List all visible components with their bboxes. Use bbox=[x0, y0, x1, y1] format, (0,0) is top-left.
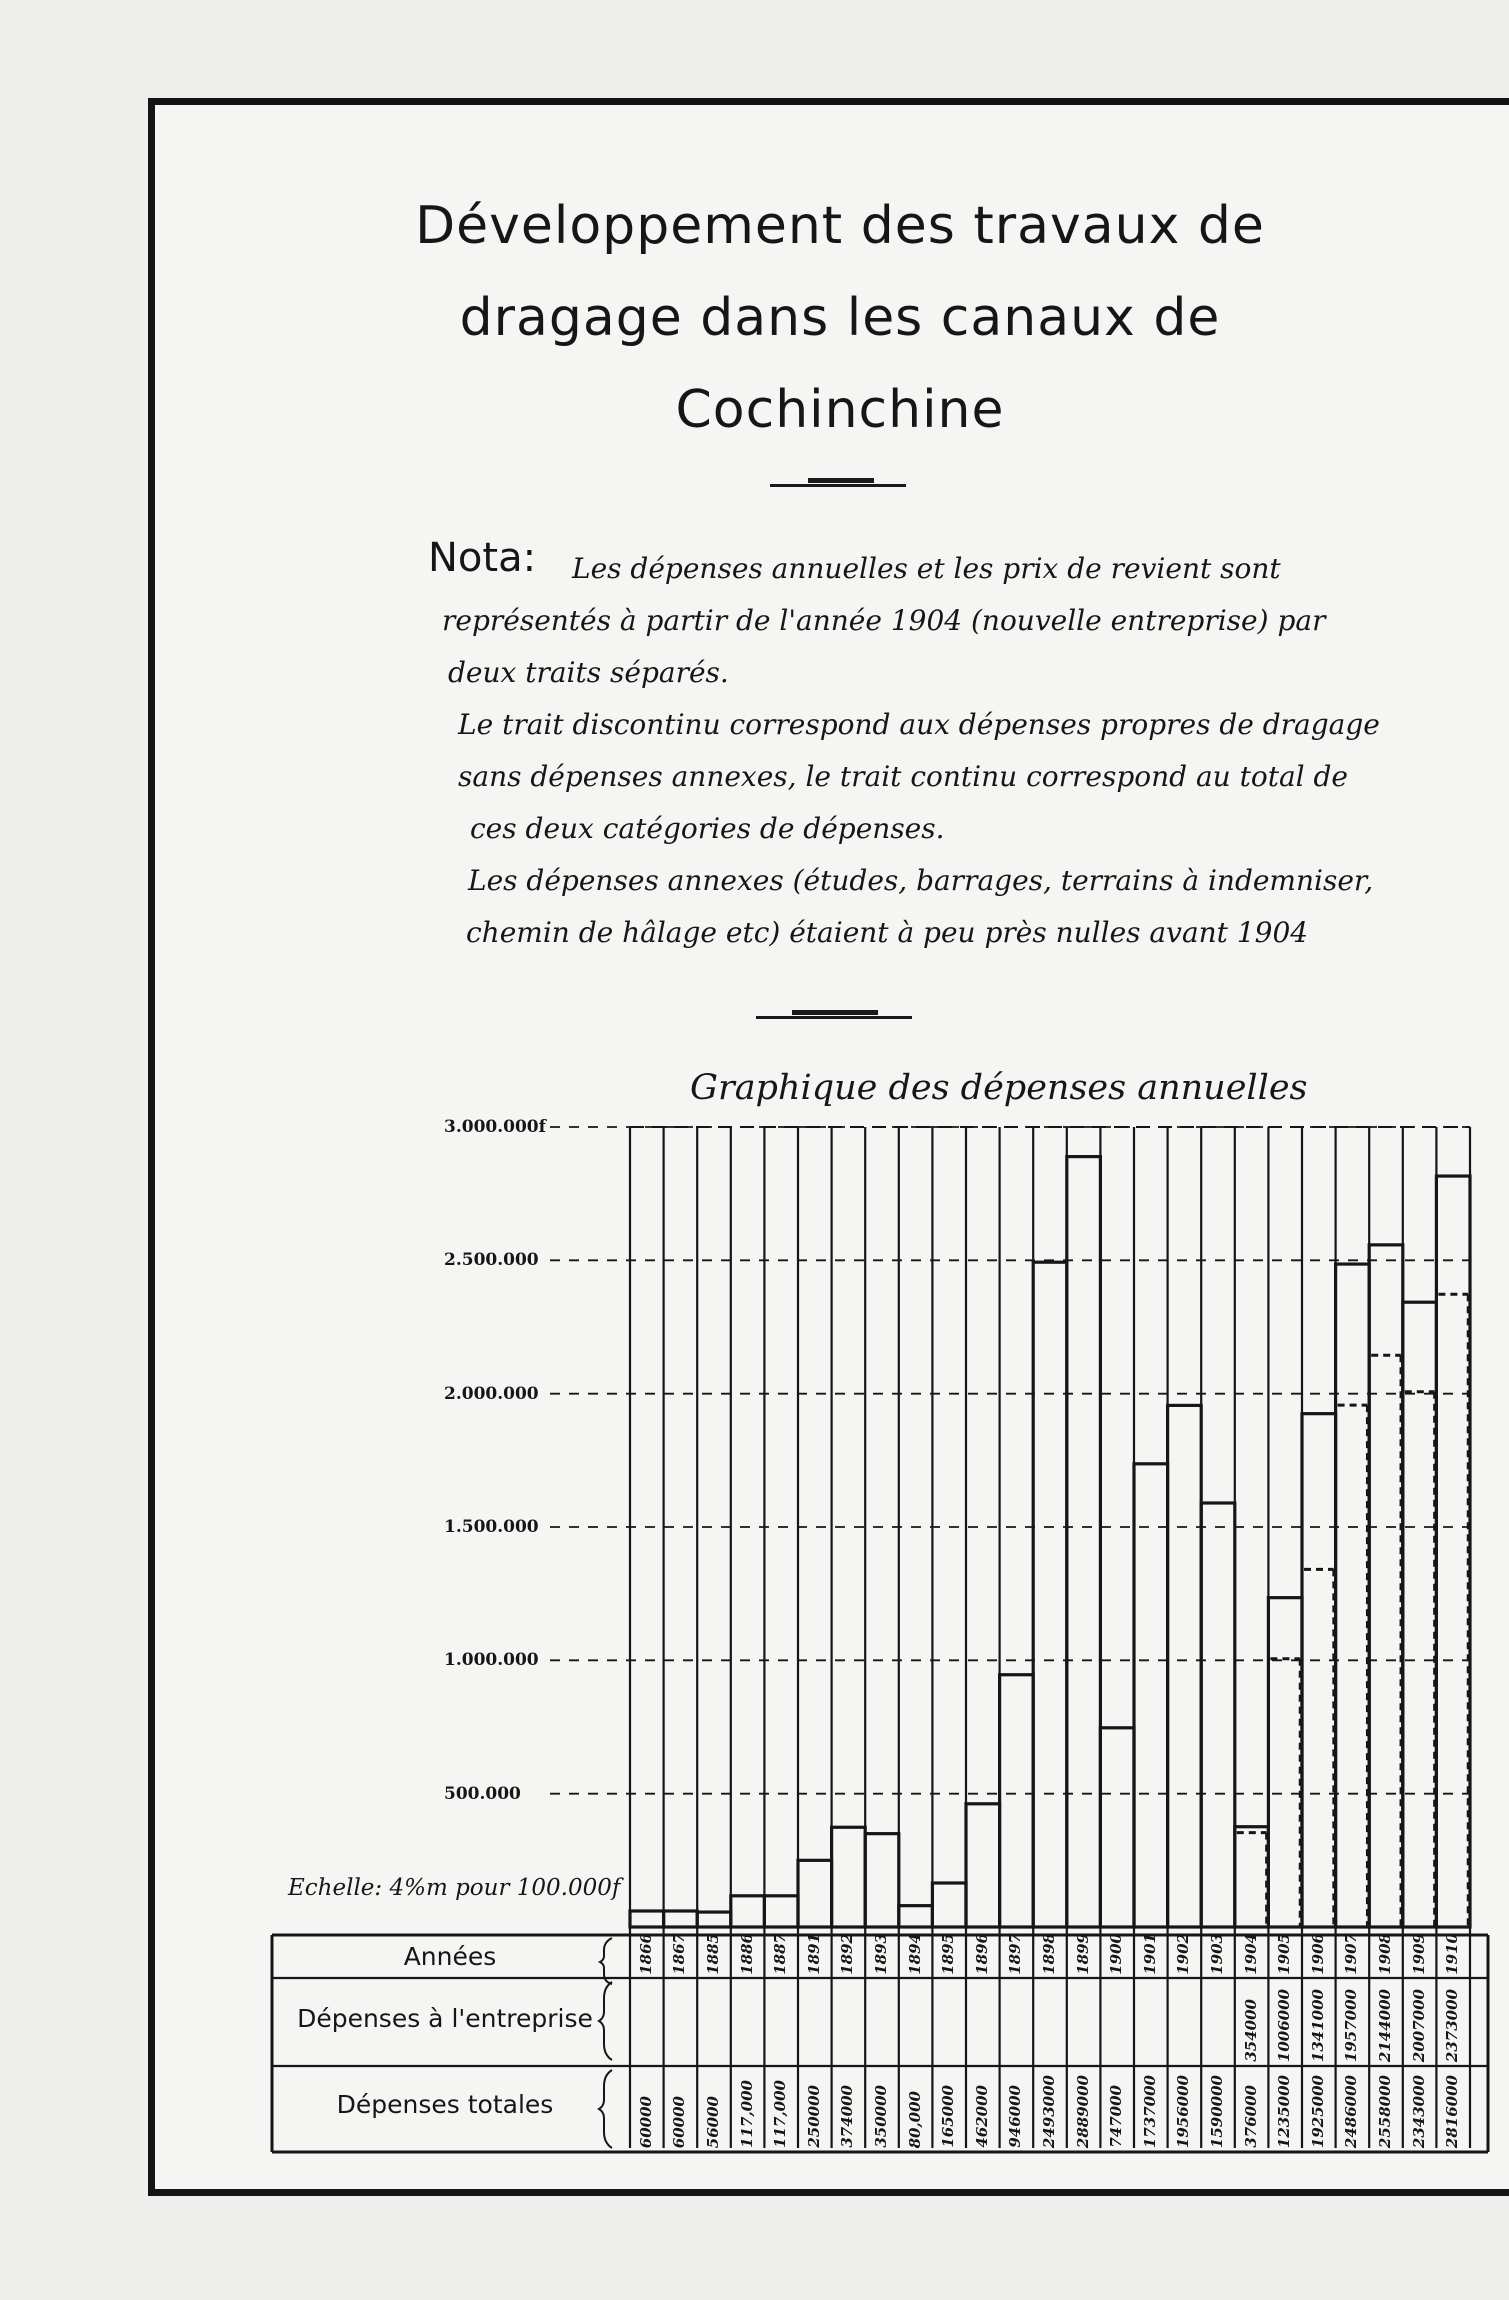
total-value-label: 1925000 bbox=[1308, 2075, 1327, 2149]
total-value-label: 2816000 bbox=[1443, 2075, 1462, 2149]
total-value-label: 60000 bbox=[636, 2096, 655, 2149]
entreprise-value-label: 2373000 bbox=[1443, 1989, 1462, 2063]
year-label: 1906 bbox=[1308, 1933, 1327, 1975]
y-tick-label: 1.500.000 bbox=[444, 1517, 539, 1537]
total-value-label: 56000 bbox=[704, 2096, 722, 2149]
bar-total-1904 bbox=[1235, 1827, 1269, 1927]
bar-total-1905 bbox=[1268, 1598, 1302, 1927]
year-label: 1887 bbox=[771, 1933, 790, 1975]
total-value-label: 117,000 bbox=[771, 2080, 790, 2148]
bar-total-1896 bbox=[966, 1804, 1000, 1927]
bar-total-1898 bbox=[1033, 1262, 1067, 1927]
nota-line-2: représentés à partir de l'année 1904 (nouvelle entreprise) par bbox=[442, 604, 1326, 637]
year-label: 1895 bbox=[939, 1933, 958, 1975]
bar-total-1908 bbox=[1369, 1245, 1403, 1927]
total-value-label: 2889000 bbox=[1073, 2075, 1092, 2149]
year-label: 1899 bbox=[1073, 1933, 1092, 1975]
total-value-label: 747000 bbox=[1107, 2085, 1126, 2148]
year-label: 1905 bbox=[1275, 1933, 1294, 1975]
y-tick-label: 2.000.000 bbox=[444, 1383, 539, 1404]
bar-total-1903 bbox=[1201, 1503, 1235, 1927]
total-value-label: 462000 bbox=[972, 2085, 991, 2148]
bar-total-1885 bbox=[697, 1912, 731, 1927]
y-tick-label: 500.000 bbox=[444, 1783, 521, 1804]
page-title-line-2: dragage dans les canaux de bbox=[459, 288, 1221, 348]
total-value-label: 1235000 bbox=[1275, 2075, 1294, 2149]
year-label: 1907 bbox=[1342, 1933, 1361, 1975]
bar-total-1900 bbox=[1100, 1728, 1134, 1927]
entreprise-value-label: 2144000 bbox=[1376, 1989, 1394, 2063]
bar-total-1895 bbox=[932, 1883, 966, 1927]
year-label: 1900 bbox=[1107, 1933, 1126, 1975]
bar-total-1907 bbox=[1336, 1264, 1370, 1927]
total-value-label: 2343000 bbox=[1409, 2075, 1428, 2149]
bar-total-1894 bbox=[899, 1906, 933, 1927]
year-label: 1908 bbox=[1376, 1933, 1394, 1975]
bar-total-1902 bbox=[1168, 1405, 1202, 1927]
total-value-label: 250000 bbox=[804, 2085, 823, 2148]
nota-line-4: Le trait discontinu correspond aux dépenses propres de dragage bbox=[458, 708, 1380, 741]
year-label: 1886 bbox=[737, 1933, 756, 1975]
brace-totales bbox=[599, 2070, 612, 2148]
year-label: 1902 bbox=[1174, 1933, 1193, 1975]
total-value-label: 60000 bbox=[670, 2096, 689, 2149]
year-label: 1904 bbox=[1241, 1933, 1260, 1975]
total-value-label: 376000 bbox=[1241, 2085, 1260, 2148]
year-label: 1885 bbox=[704, 1933, 722, 1975]
page-title-line-3: Cochinchine bbox=[675, 380, 1005, 440]
year-label: 1892 bbox=[838, 1933, 857, 1975]
nota-line-8: chemin de hâlage etc) étaient à peu près nulles avant 1904 bbox=[466, 916, 1309, 949]
bar-total-1887 bbox=[764, 1896, 798, 1927]
total-value-label: 117,000 bbox=[737, 2080, 756, 2148]
bar-total-1893 bbox=[865, 1834, 899, 1927]
y-tick-label: 1.000.000 bbox=[444, 1650, 539, 1671]
year-label: 1901 bbox=[1140, 1933, 1159, 1975]
year-label: 1898 bbox=[1040, 1933, 1058, 1975]
chart-title: Graphique des dépenses annuelles bbox=[690, 1068, 1308, 1108]
total-value-label: 165000 bbox=[939, 2085, 958, 2148]
bar-total-1892 bbox=[832, 1827, 866, 1927]
entreprise-value-label: 1957000 bbox=[1342, 1989, 1361, 2063]
nota-line-3: deux traits séparés. bbox=[448, 656, 729, 689]
year-label: 1866 bbox=[636, 1933, 655, 1975]
year-label: 1897 bbox=[1006, 1933, 1025, 1975]
year-label: 1909 bbox=[1409, 1933, 1428, 1975]
nota-line-6: ces deux catégories de dépenses. bbox=[470, 812, 945, 845]
year-label: 1903 bbox=[1208, 1933, 1226, 1975]
total-value-label: 2558000 bbox=[1376, 2075, 1394, 2149]
nota-label: Nota: bbox=[428, 535, 537, 581]
bar-total-1899 bbox=[1067, 1157, 1101, 1927]
total-value-label: 1956000 bbox=[1174, 2075, 1193, 2149]
year-label: 1867 bbox=[670, 1933, 689, 1975]
y-tick-label: 2.500.000 bbox=[444, 1250, 539, 1271]
page-title-line-1: Développement des travaux de bbox=[415, 196, 1265, 256]
year-label: 1891 bbox=[804, 1933, 823, 1975]
total-value-label: 80,000 bbox=[905, 2091, 924, 2149]
total-value-label: 2493000 bbox=[1040, 2075, 1058, 2149]
year-label: 1896 bbox=[972, 1933, 991, 1975]
total-value-label: 1737000 bbox=[1140, 2075, 1159, 2149]
total-value-label: 374000 bbox=[838, 2085, 857, 2148]
bar-total-1906 bbox=[1302, 1414, 1336, 1927]
entreprise-value-label: 354000 bbox=[1241, 1999, 1260, 2062]
y-tick-label: 3.000.000f bbox=[444, 1117, 546, 1137]
bar-total-1910 bbox=[1436, 1176, 1470, 1927]
bar-total-1867 bbox=[664, 1911, 698, 1927]
total-value-label: 1590000 bbox=[1208, 2075, 1226, 2149]
entreprise-value-label: 1341000 bbox=[1308, 1989, 1327, 2063]
total-value-label: 350000 bbox=[872, 2085, 890, 2148]
total-value-label: 2486000 bbox=[1342, 2075, 1361, 2149]
row-label-annees: Années bbox=[403, 1942, 497, 1971]
total-value-label: 946000 bbox=[1006, 2085, 1025, 2148]
bar-total-1897 bbox=[1000, 1675, 1034, 1927]
year-label: 1893 bbox=[872, 1933, 890, 1975]
bar-total-1886 bbox=[731, 1896, 765, 1927]
row-label-depenses-totales: Dépenses totales bbox=[336, 2090, 554, 2119]
brace-entreprise bbox=[599, 1982, 612, 2060]
bar-total-1909 bbox=[1403, 1302, 1437, 1927]
bar-total-1866 bbox=[630, 1911, 664, 1927]
year-label: 1894 bbox=[905, 1933, 924, 1975]
entreprise-value-label: 2007000 bbox=[1409, 1989, 1428, 2063]
entreprise-value-label: 1006000 bbox=[1275, 1989, 1294, 2063]
row-label-depenses-entreprise: Dépenses à l'entreprise bbox=[297, 2004, 593, 2033]
nota-line-5: sans dépenses annexes, le trait continu correspond au total de bbox=[458, 760, 1348, 793]
bar-total-1891 bbox=[798, 1860, 832, 1927]
nota-line-7: Les dépenses annexes (études, barrages, terrains à indemniser, bbox=[468, 864, 1374, 897]
year-label: 1910 bbox=[1443, 1933, 1462, 1975]
nota-line-1: Les dépenses annuelles et les prix de revient sont bbox=[572, 552, 1281, 585]
scale-note: Echelle: 4%m pour 100.000f bbox=[288, 1875, 621, 1901]
bar-total-1901 bbox=[1134, 1464, 1168, 1927]
